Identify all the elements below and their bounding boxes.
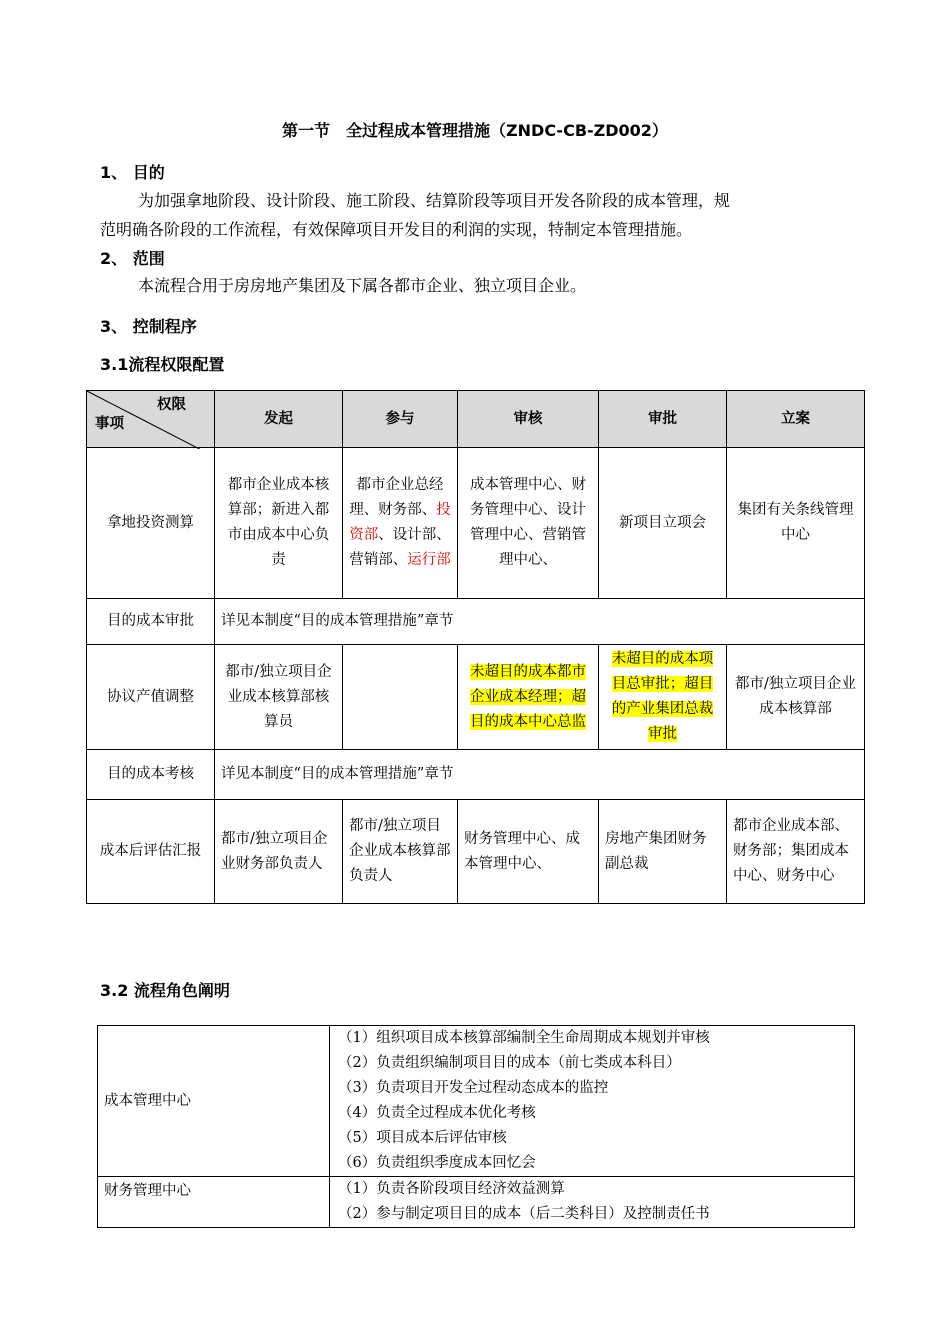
row-item: 目的成本考核 bbox=[87, 750, 215, 800]
cell-participate: 都市/独立项目企业成本核算部负责人 bbox=[343, 800, 458, 904]
cell-participate bbox=[343, 645, 458, 750]
duty-item: （2）参与制定项目目的成本（后二类科目）及控制责任书 bbox=[338, 1206, 710, 1222]
duty-item: （1）组织项目成本核算部编制全生命周期成本规划并审核 bbox=[338, 1030, 710, 1046]
row-item: 拿地投资测算 bbox=[87, 448, 215, 599]
participate-text-red-2: 运行部 bbox=[407, 552, 451, 568]
diagonal-header-cell bbox=[87, 391, 215, 448]
participate-text-red-1: 投资部 bbox=[349, 502, 451, 543]
cell-participate bbox=[343, 448, 458, 599]
section-2-text: 本流程合用于房房地产集团及下属各都市企业、独立项目企业。 bbox=[138, 276, 587, 295]
table-row bbox=[87, 750, 865, 800]
role-table bbox=[97, 1025, 855, 1228]
header-review: 审核 bbox=[458, 391, 599, 448]
cell-detail: 详见本制度“目的成本管理措施”章节 bbox=[215, 599, 865, 645]
cell-launch: 都市/独立项目企业成本核算部核算员 bbox=[215, 645, 343, 750]
row-item: 目的成本审批 bbox=[87, 599, 215, 645]
section-3-1-heading: 3.1流程权限配置 bbox=[100, 355, 225, 374]
section-2-heading: 2、 范围 bbox=[100, 249, 165, 268]
row-item: 成本后评估汇报 bbox=[87, 800, 215, 904]
section-3-heading: 3、 控制程序 bbox=[100, 317, 197, 336]
cell-approve: 新项目立项会 bbox=[599, 448, 727, 599]
cell-file: 集团有关条线管理中心 bbox=[727, 448, 865, 599]
duty-item: （4）负责全过程成本优化考核 bbox=[338, 1105, 536, 1121]
role-name: 财务管理中心 bbox=[98, 1177, 330, 1228]
cell-review: 财务管理中心、成本管理中心、 bbox=[458, 800, 599, 904]
diag-top-label: 权限 bbox=[157, 397, 186, 413]
cell-detail: 详见本制度“目的成本管理措施”章节 bbox=[215, 750, 865, 800]
table-row bbox=[87, 599, 865, 645]
duty-item: （5）项目成本后评估审核 bbox=[338, 1130, 507, 1146]
cell-launch: 都市/独立项目企业财务部负责人 bbox=[215, 800, 343, 904]
header-approve: 审批 bbox=[599, 391, 727, 448]
diag-bottom-label: 事项 bbox=[95, 416, 124, 432]
table-header-row bbox=[87, 391, 865, 448]
header-participate: 参与 bbox=[343, 391, 458, 448]
highlight-text: 未超目的成本项目总审批；超目的产业集团总裁审批 bbox=[611, 651, 714, 742]
role-duties bbox=[330, 1026, 855, 1177]
duty-item: （6）负责组织季度成本回忆会 bbox=[338, 1155, 536, 1171]
row-item: 协议产值调整 bbox=[87, 645, 215, 750]
cell-review bbox=[458, 645, 599, 750]
table-row bbox=[87, 800, 865, 904]
duty-item: （3）负责项目开发全过程动态成本的监控 bbox=[338, 1080, 609, 1096]
permission-table bbox=[86, 390, 865, 904]
section-1-text-line1: 为加强拿地阶段、设计阶段、施工阶段、结算阶段等项目开发各阶段的成本管理，规 bbox=[138, 191, 731, 210]
duty-item: （1）负责各阶段项目经济效益测算 bbox=[338, 1181, 565, 1197]
cell-review: 成本管理中心、财务管理中心、设计管理中心、营销管理中心、 bbox=[458, 448, 599, 599]
cell-approve bbox=[599, 645, 727, 750]
cell-file: 都市企业成本部、财务部；集团成本中心、财务中心 bbox=[727, 800, 865, 904]
section-3-2-heading: 3.2 流程角色阐明 bbox=[100, 981, 230, 1000]
table-row bbox=[87, 448, 865, 599]
participate-text-a: 都市企业总经理、财务部、 bbox=[349, 477, 444, 518]
table-row bbox=[98, 1177, 855, 1228]
role-name: 成本管理中心 bbox=[98, 1026, 330, 1177]
table-row bbox=[87, 645, 865, 750]
duty-item: （2）负责组织编制项目目的成本（前七类成本科目） bbox=[338, 1055, 681, 1071]
section-1-text-line2: 范明确各阶段的工作流程，有效保障项目开发目的利润的实现，特制定本管理措施。 bbox=[100, 220, 693, 239]
cell-approve: 房地产集团财务副总裁 bbox=[599, 800, 727, 904]
header-launch: 发起 bbox=[215, 391, 343, 448]
section-1-heading: 1、 目的 bbox=[100, 163, 165, 182]
table-row bbox=[98, 1026, 855, 1177]
page-title: 第一节 全过程成本管理措施（ZNDC-CB-ZD002） bbox=[282, 121, 668, 140]
highlight-text: 未超目的成本都市企业成本经理；超目的成本中心总监 bbox=[470, 663, 586, 730]
participate-text-c: 、设计部、 营销部、 bbox=[349, 527, 451, 568]
cell-launch: 都市企业成本核算部；新进入都市由成本中心负责 bbox=[215, 448, 343, 599]
cell-file: 都市/独立项目企业成本核算部 bbox=[727, 645, 865, 750]
header-file: 立案 bbox=[727, 391, 865, 448]
role-duties bbox=[330, 1177, 855, 1228]
